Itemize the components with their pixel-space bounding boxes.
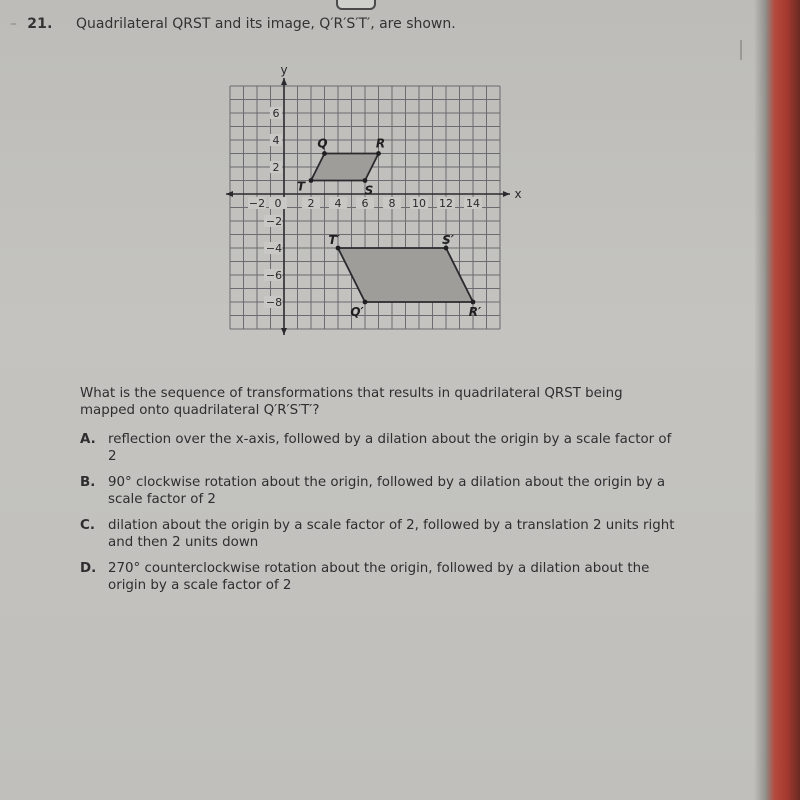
vertex-point (363, 178, 368, 183)
x-axis-arrow (503, 191, 510, 197)
label-q: Q (317, 136, 328, 151)
choice-text: reflection over the x-axis, followed by a dilation about the origin by a scale factor of 2 (108, 432, 672, 464)
x-tick-label: 4 (334, 197, 342, 210)
margin-mark (740, 40, 742, 60)
label-r-prime: R′ (468, 305, 482, 319)
label-q-prime: Q′ (350, 305, 364, 319)
y-axis-arrow (281, 78, 287, 85)
choice-text: 270° counterclockwise rotation about the origin, followed by a dilation about the origin by a scale factor of 2 (108, 561, 650, 593)
choice-b[interactable] (80, 475, 680, 508)
binder-clip (336, 0, 376, 10)
page-edge-shadow (754, 0, 766, 800)
choice-letter: A. (80, 432, 96, 447)
x-axis-label: x (514, 187, 522, 201)
x-tick-label: 2 (307, 197, 315, 210)
vertex-point (471, 300, 476, 305)
label-t: T (296, 179, 306, 194)
label-r: R (375, 136, 386, 151)
x-tick-label: 8 (388, 197, 396, 210)
y-tick-label: −6 (265, 269, 283, 282)
vertex-point (376, 151, 381, 156)
choice-d[interactable] (80, 561, 680, 594)
y-tick-label: −4 (265, 242, 283, 255)
y-tick-label: 4 (272, 134, 280, 147)
question-title: Quadrilateral QRST and its image, Q′R′S′T′, are shown. (76, 16, 456, 32)
vertex-point (363, 300, 368, 305)
margin-dash: – (10, 16, 18, 32)
y-tick-label: −2 (265, 215, 283, 228)
x-tick-label: 12 (439, 197, 453, 210)
question-number (10, 16, 53, 32)
vertex-point (322, 151, 327, 156)
background-edge (766, 0, 800, 800)
quadrilateral-qrst (311, 154, 379, 181)
x-tick-label: 0 (274, 197, 282, 210)
choice-letter: B. (80, 475, 96, 490)
y-tick-label: 2 (272, 161, 280, 174)
y-tick-label: 6 (272, 107, 280, 120)
choice-letter: D. (80, 561, 97, 576)
label-s: S (364, 183, 374, 198)
x-tick-label: 10 (412, 197, 426, 210)
x-tick-label: 14 (466, 197, 480, 210)
question-number-text: 21. (27, 16, 53, 32)
y-axis-label: y (280, 63, 288, 77)
choice-letter: C. (80, 518, 95, 533)
x-tick-label: 6 (361, 197, 369, 210)
x-tick-label: −2 (248, 197, 266, 210)
choice-a[interactable] (80, 432, 680, 465)
choice-c[interactable] (80, 518, 680, 551)
choice-text: dilation about the origin by a scale factor of 2, followed by a translation 2 units right and then 2 units down (108, 518, 675, 550)
question-stem: What is the sequence of transformations that results in quadrilateral QRST being mapped onto quadrilateral Q′R′S′T′? (80, 386, 623, 418)
coordinate-graph (224, 63, 522, 346)
label-s-prime: S′ (442, 233, 454, 247)
choice-text: 90° clockwise rotation about the origin, followed by a dilation about the origin by a scale factor of 2 (108, 475, 666, 507)
label-t-prime: T′ (328, 233, 340, 247)
y-tick-label: −8 (265, 296, 283, 309)
quadrilateral-image (338, 248, 473, 302)
y-axis-arrow-bottom (281, 328, 287, 335)
answer-choices (80, 432, 680, 604)
vertex-point (309, 178, 314, 183)
